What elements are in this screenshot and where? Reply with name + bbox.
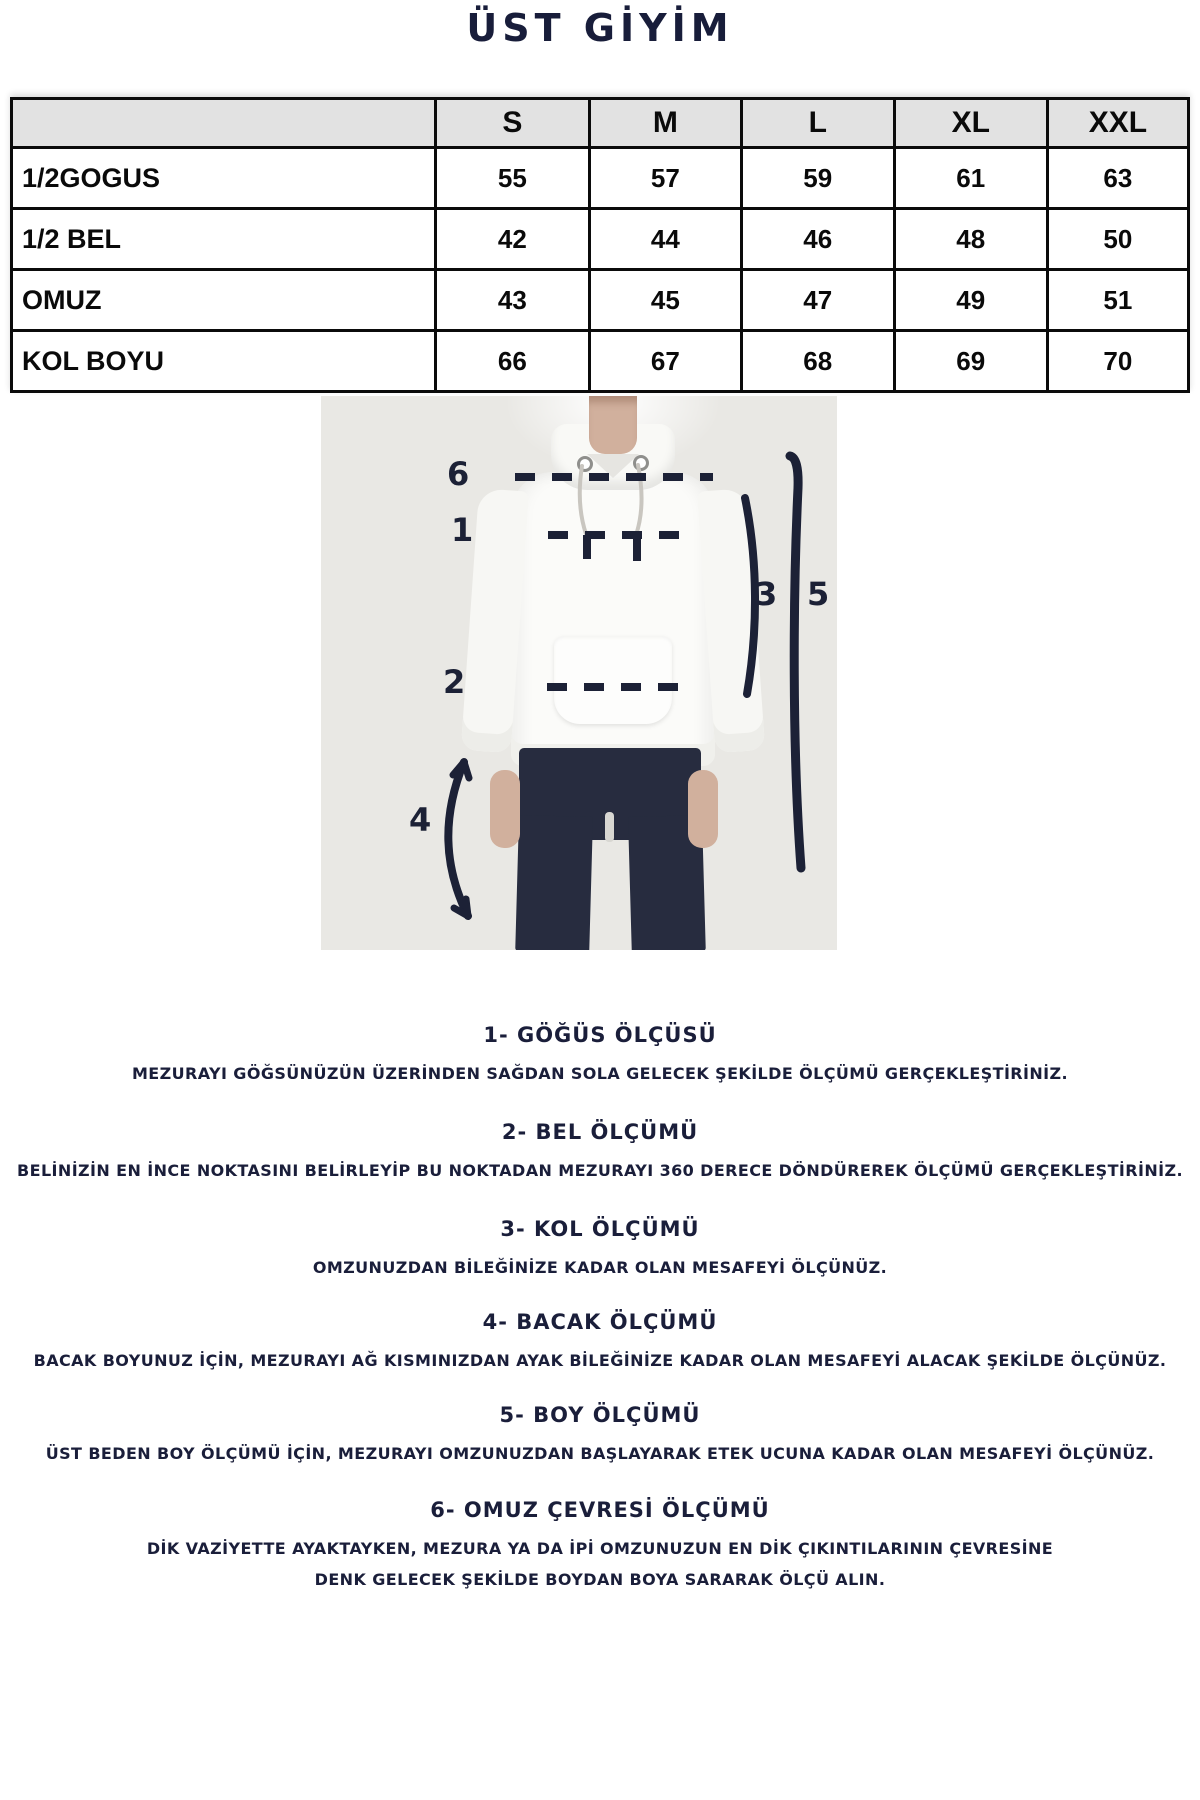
section-body-line: DİK VAZİYETTE AYAKTAYKEN, MEZURA YA DA İPİ OMZUNUZUN EN DİK ÇIKINTILARININ ÇEVRESİNE: [146, 1539, 1054, 1558]
section-heading: 4- BACAK ÖLÇÜMÜ: [482, 1310, 718, 1334]
col-header-l: L: [741, 99, 894, 148]
section-body-line: BACAK BOYUNUZ İÇİN, MEZURAYI AĞ KISMINIZDAN AYAK BİLEĞİNİZE KADAR OLAN MESAFEYİ ALACAK ŞEKİLDE ÖLÇÜNÜZ.: [33, 1351, 1167, 1370]
cell-value: 68: [741, 331, 894, 392]
table-row-waist: [12, 209, 1189, 270]
row-label: OMUZ: [12, 270, 436, 331]
figure-label-waist: 2: [443, 663, 466, 701]
cell-value: 47: [741, 270, 894, 331]
figure-label-arm: 3: [755, 575, 778, 613]
table-row-shoulder: [12, 270, 1189, 331]
shoulder-measure-line: [515, 473, 713, 481]
size-guide-photo: [321, 396, 837, 950]
cell-value: 50: [1047, 209, 1188, 270]
col-header-m: M: [589, 99, 741, 148]
cell-value: 48: [894, 209, 1047, 270]
section-body-line: OMZUNUZDAN BİLEĞİNİZE KADAR OLAN MESAFEYİ ÖLÇÜNÜZ.: [312, 1258, 888, 1277]
waist-measure-line: [547, 683, 681, 691]
leg-measure-line: [448, 762, 468, 916]
cell-value: 67: [589, 331, 741, 392]
cell-value: 44: [589, 209, 741, 270]
section-body-line: BELİNİZİN EN İNCE NOKTASINI BELİRLEYİP BU NOKTADAN MEZURAYI 360 DERECE DÖNDÜREREK ÖLÇÜMÜ GERÇEKLEŞTİRİNİZ.: [17, 1161, 1183, 1180]
cell-value: 43: [435, 270, 589, 331]
page-title: ÜST GİYİM: [466, 6, 734, 50]
row-label: 1/2 BEL: [12, 209, 436, 270]
figure-label-leg: 4: [409, 801, 432, 839]
section-body-line: DENK GELECEK ŞEKİLDE BOYDAN BOYA SARARAK ÖLÇÜ ALIN.: [314, 1570, 886, 1589]
section-heading: 3- KOL ÖLÇÜMÜ: [500, 1217, 700, 1241]
table-row-chest: [12, 148, 1189, 209]
cell-value: 57: [589, 148, 741, 209]
section-heading: 2- BEL ÖLÇÜMÜ: [501, 1120, 699, 1144]
col-header-xxl: XXL: [1047, 99, 1188, 148]
section-chest: [0, 1022, 1200, 1089]
section-heading: 6- OMUZ ÇEVRESİ ÖLÇÜMÜ: [430, 1498, 770, 1522]
length-measure-line: [790, 456, 801, 868]
cell-value: 59: [741, 148, 894, 209]
figure-label-shoulder: 6: [447, 455, 470, 493]
chest-measure-line: [548, 531, 684, 539]
chest-measure-tick: [583, 535, 591, 559]
figure-label-chest: 1: [451, 511, 474, 549]
section-heading: 1- GÖĞÜS ÖLÇÜSÜ: [483, 1023, 717, 1047]
table-row-sleeve: [12, 331, 1189, 392]
section-heading: 5- BOY ÖLÇÜMÜ: [499, 1403, 701, 1427]
cell-value: 45: [589, 270, 741, 331]
section-body-line: ÜST BEDEN BOY ÖLÇÜMÜ İÇİN, MEZURAYI OMZUNUZDAN BAŞLAYARAK ETEK UCUNA KADAR OLAN MESAFEYİ ÖLÇÜNÜZ.: [45, 1444, 1155, 1463]
section-length: [0, 1402, 1200, 1469]
figure-label-length: 5: [807, 575, 830, 613]
row-label: 1/2GOGUS: [12, 148, 436, 209]
table-corner-cell: [12, 99, 436, 148]
cell-value: 55: [435, 148, 589, 209]
arm-measure-line: [745, 498, 755, 694]
cell-value: 66: [435, 331, 589, 392]
section-waist: [0, 1119, 1200, 1186]
section-arm: [0, 1216, 1200, 1283]
cell-value: 63: [1047, 148, 1188, 209]
section-leg: [0, 1309, 1200, 1376]
col-header-s: S: [435, 99, 589, 148]
section-shoulder: [0, 1497, 1200, 1595]
cell-value: 69: [894, 331, 1047, 392]
col-header-xl: XL: [894, 99, 1047, 148]
cell-value: 70: [1047, 331, 1188, 392]
row-label: KOL BOYU: [12, 331, 436, 392]
cell-value: 46: [741, 209, 894, 270]
size-table: [10, 97, 1190, 393]
table-header-row: [12, 99, 1189, 148]
cell-value: 61: [894, 148, 1047, 209]
cell-value: 49: [894, 270, 1047, 331]
chest-measure-tick: [633, 537, 641, 561]
cell-value: 42: [435, 209, 589, 270]
cell-value: 51: [1047, 270, 1188, 331]
section-body-line: MEZURAYI GÖĞSÜNÜZÜN ÜZERİNDEN SAĞDAN SOLA GELECEK ŞEKİLDE ÖLÇÜMÜ GERÇEKLEŞTİRİNİZ.: [131, 1064, 1069, 1083]
